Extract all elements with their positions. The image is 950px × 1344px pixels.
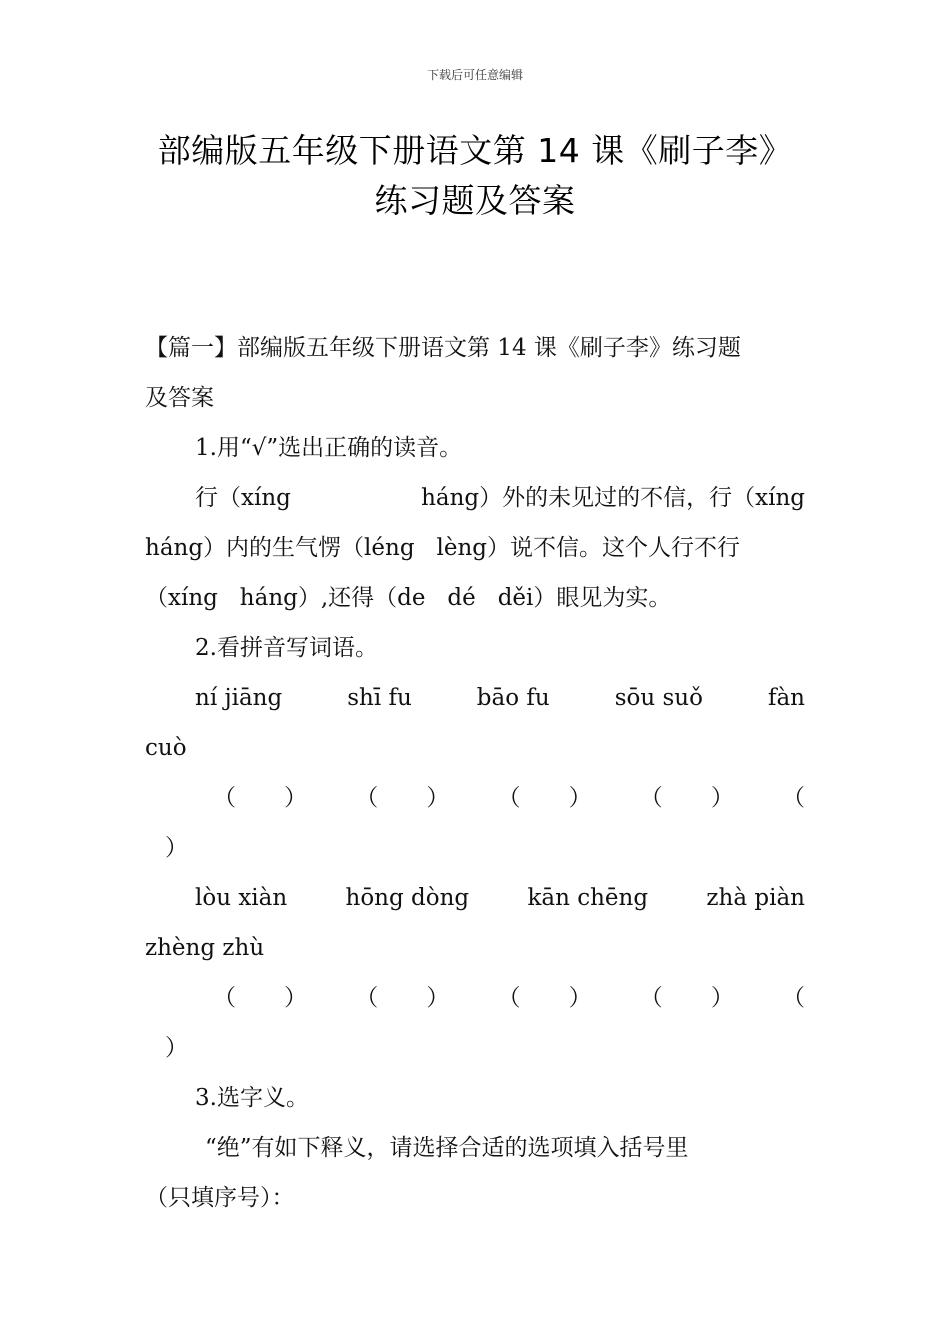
- q1-line-1-part: háng）外的未见过的不信，行（xíng: [421, 485, 805, 511]
- paren-close: ）: [426, 985, 450, 1011]
- section-heading-line-2: 及答案: [145, 385, 214, 411]
- q3-line-1: “绝”有如下释义，请选择合适的选项填入括号里: [205, 1135, 689, 1161]
- header-note: 下载后可任意编辑: [426, 68, 523, 82]
- paren-close: ）: [710, 785, 734, 811]
- pinyin-word-wrap: zhèng zhù: [145, 935, 265, 961]
- pinyin-word: lòu xiàn: [195, 885, 288, 911]
- pinyin-word-wrap: cuò: [145, 735, 187, 761]
- title-line-1: 部编版五年级下册语文第 14 课《刷子李》: [157, 131, 793, 170]
- q3-line-2: （只填序号）：: [145, 1185, 295, 1211]
- paren-open: （: [497, 785, 521, 811]
- q1-prompt: 1.用“√”选出正确的读音。: [195, 435, 463, 461]
- title-line-2: 练习题及答案: [374, 181, 576, 220]
- paren-open: （: [497, 985, 521, 1011]
- paren-open: （: [213, 985, 236, 1011]
- paren-open: （: [782, 785, 805, 811]
- q2-pinyin-row-2: [195, 883, 805, 913]
- q2-pinyin-row-1: [195, 683, 805, 713]
- paren-open: （: [213, 785, 236, 811]
- q1-line-1-part: 行（xíng: [195, 485, 291, 511]
- q2-prompt: 2.看拼音写词语。: [195, 635, 378, 661]
- paren-close: ）: [284, 985, 308, 1011]
- pinyin-word: sōu suǒ: [614, 685, 703, 711]
- paren-open: （: [639, 785, 663, 811]
- q1-line-3: （xíng háng）,还得（de dé děi）眼见为实。: [145, 585, 672, 611]
- pinyin-word: fàn: [767, 685, 805, 711]
- document-title: [95, 126, 855, 226]
- pinyin-word: ní jiāng: [195, 685, 283, 711]
- paren-close: ）: [284, 785, 308, 811]
- pinyin-word: hōng dòng: [345, 885, 470, 911]
- paren-close-wrap: ）: [165, 835, 188, 861]
- q1-line-2: háng）内的生气愣（léng lèng）说不信。这个人行不行: [145, 535, 741, 561]
- paren-open: （: [355, 785, 379, 811]
- q3-prompt: 3.选字义。: [195, 1085, 309, 1111]
- paren-open: （: [639, 985, 663, 1011]
- answer-blanks-row-2: [213, 983, 805, 1013]
- pinyin-word: kān chēng: [527, 885, 649, 911]
- paren-close: ）: [710, 985, 734, 1011]
- answer-blanks-row-1: [213, 783, 805, 813]
- pinyin-word: shī fu: [347, 685, 412, 711]
- paren-close: ）: [426, 785, 450, 811]
- pinyin-word: bāo fu: [476, 685, 550, 711]
- paren-close-wrap: ）: [165, 1035, 188, 1061]
- paren-close: ）: [568, 785, 592, 811]
- paren-open: （: [782, 985, 805, 1011]
- paren-close: ）: [568, 985, 592, 1011]
- section-heading-line-1: 【篇一】部编版五年级下册语文第 14 课《刷子李》练习题: [145, 335, 741, 361]
- paren-open: （: [355, 985, 379, 1011]
- q1-line-1: [195, 483, 805, 513]
- pinyin-word: zhà piàn: [706, 885, 805, 911]
